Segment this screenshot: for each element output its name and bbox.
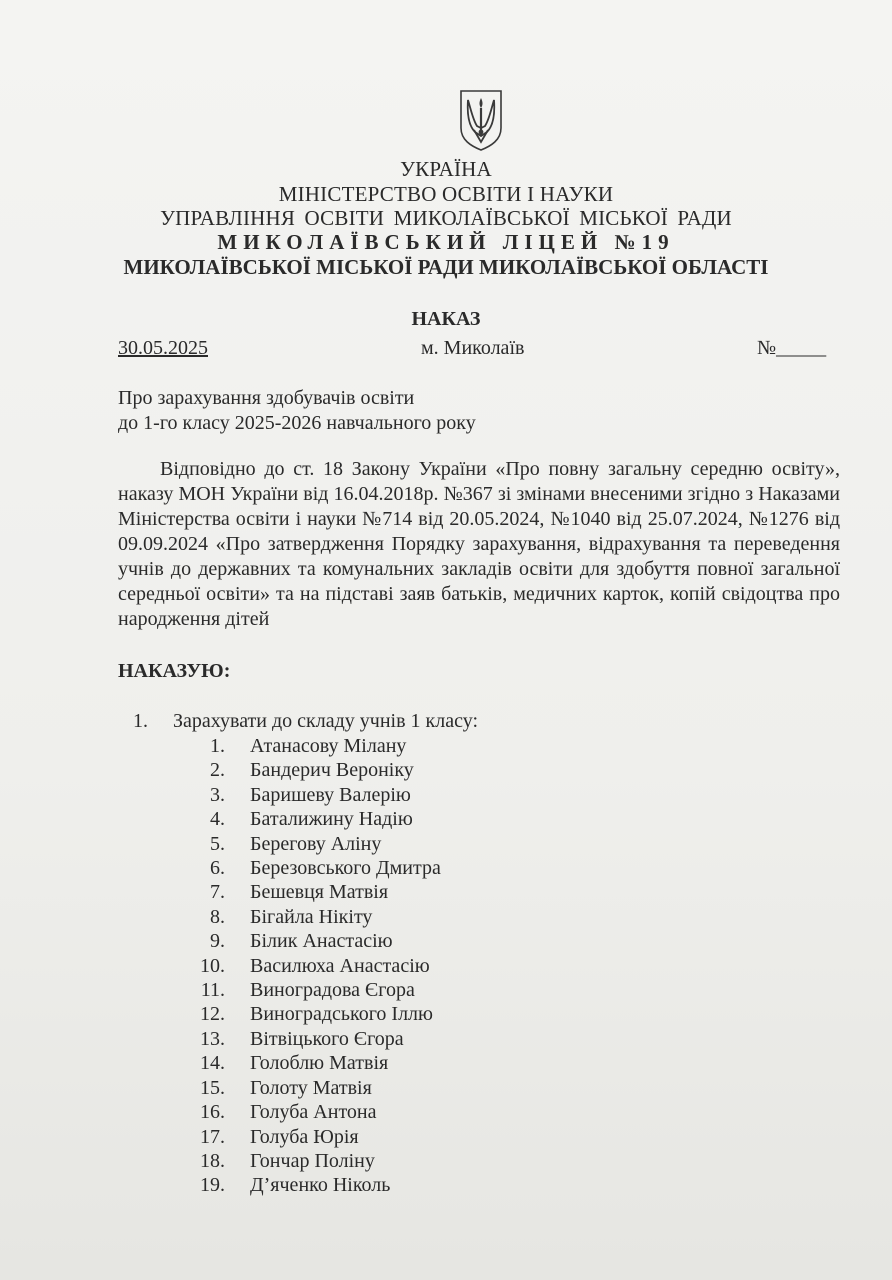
order-item-text: Зарахувати до складу учнів 1 класу:	[173, 710, 479, 732]
subject-line-2: до 1-го класу 2025-2026 навчального року	[118, 412, 476, 434]
student-list-item	[180, 1076, 441, 1100]
student-number: 12.	[200, 1003, 225, 1026]
header-department: УПРАВЛІННЯ ОСВІТИ МИКОЛАЇВСЬКОЇ МІСЬКОЇ РАДИ	[160, 206, 732, 230]
student-number: 5.	[210, 832, 225, 855]
student-list-item	[180, 905, 441, 929]
student-name: Бешевця Матвія	[250, 881, 389, 904]
student-name: Василюха Анастасію	[250, 954, 430, 977]
student-list-item	[180, 929, 441, 953]
student-number: 13.	[200, 1027, 225, 1050]
student-number: 2.	[210, 759, 225, 782]
student-list-item	[180, 734, 441, 758]
student-number: 19.	[200, 1174, 225, 1197]
order-heading: НАКАЗУЮ:	[118, 660, 231, 682]
student-list-item	[180, 1027, 441, 1051]
student-name: Голоту Матвія	[250, 1076, 372, 1099]
student-name: Голуба Антона	[250, 1101, 377, 1124]
student-list-item	[180, 856, 441, 880]
student-name: Гончар Поліну	[250, 1149, 375, 1172]
student-number: 1.	[210, 735, 225, 757]
header-school: МИКОЛАЇВСЬКИЙ ЛІЦЕЙ №19	[217, 230, 675, 254]
document-type: НАКАЗ	[411, 308, 481, 330]
student-number: 7.	[210, 881, 225, 904]
student-list-item	[180, 1125, 441, 1149]
header-country: УКРАЇНА	[400, 157, 492, 181]
student-name: Бандерич Вероніку	[250, 759, 414, 782]
student-list-item	[180, 954, 441, 978]
student-list-item	[180, 1051, 441, 1075]
student-number: 10.	[200, 954, 225, 977]
student-number: 4.	[210, 808, 225, 831]
student-number: 11.	[200, 979, 225, 1002]
header-ministry: МІНІСТЕРСТВО ОСВІТИ І НАУКИ	[278, 182, 614, 206]
student-list-item	[180, 807, 441, 831]
student-name: Голоблю Матвія	[250, 1052, 389, 1075]
preamble-paragraph: Відповідно до ст. 18 Закону України «Про повну загальну середню освіту», наказу МОН України від 16.04.2018р. №367 зі змінами внесеними згідно з Наказами Міністерства освіти і науки №714 від 20.05.2024, №1040 від 25.07.2024, №1276 від 09.09.2024 «Про затвердження Порядку зарахування, відрахування та переведення учнів до державних та комунальних закладів освіти для здобуття повної загальної середньої освіти» та на підставі заяв батьків, медичних карток, копій свідоцтва про народження дітей	[118, 458, 840, 630]
student-name: Атанасову Мілану	[250, 735, 407, 757]
student-name: Вітвіцького Єгора	[250, 1027, 404, 1050]
student-name: Березовського Дмитра	[250, 857, 441, 880]
student-list-item	[180, 783, 441, 807]
student-number: 3.	[210, 783, 225, 806]
student-number: 16.	[200, 1101, 225, 1124]
student-name: Бігайла Нікіту	[250, 905, 373, 928]
order-city: м. Миколаїв	[421, 337, 525, 359]
student-number: 15.	[200, 1076, 225, 1099]
order-item	[133, 710, 478, 733]
student-list-item	[180, 1002, 441, 1026]
order-subject	[118, 386, 476, 436]
student-number: 9.	[210, 930, 225, 953]
order-date: 30.05.2025	[118, 337, 208, 359]
student-name: Виноградського Іллю	[250, 1003, 433, 1026]
student-name: Д’яченко Ніколь	[250, 1174, 391, 1197]
student-list-item	[180, 832, 441, 856]
student-list-item	[180, 978, 441, 1002]
student-number: 14.	[200, 1052, 225, 1075]
student-name: Баталижину Надію	[250, 808, 413, 831]
student-list-item	[180, 1100, 441, 1124]
student-number: 6.	[210, 857, 225, 880]
student-number: 8.	[210, 905, 225, 928]
order-item-number: 1.	[133, 710, 148, 732]
student-list-item	[180, 1149, 441, 1173]
header-region: МИКОЛАЇВСЬКОЇ МІСЬКОЇ РАДИ МИКОЛАЇВСЬКОЇ ОБЛАСТІ	[123, 255, 769, 279]
trident-coat-of-arms-icon	[457, 88, 505, 152]
subject-line-1: Про зарахування здобувачів освіти	[118, 387, 415, 409]
student-list-item	[180, 758, 441, 782]
student-name: Виноградова Єгора	[250, 979, 415, 1002]
student-list-item	[180, 1173, 441, 1197]
student-list	[180, 734, 441, 1198]
student-name: Голуба Юрія	[250, 1125, 359, 1148]
student-name: Баришеву Валерію	[250, 783, 411, 806]
student-name: Білик Анастасію	[250, 930, 393, 953]
student-number: 18.	[200, 1149, 225, 1172]
student-name: Берегову Аліну	[250, 832, 382, 855]
student-list-item	[180, 880, 441, 904]
student-number: 17.	[200, 1125, 225, 1148]
order-number: №_____	[757, 337, 827, 359]
